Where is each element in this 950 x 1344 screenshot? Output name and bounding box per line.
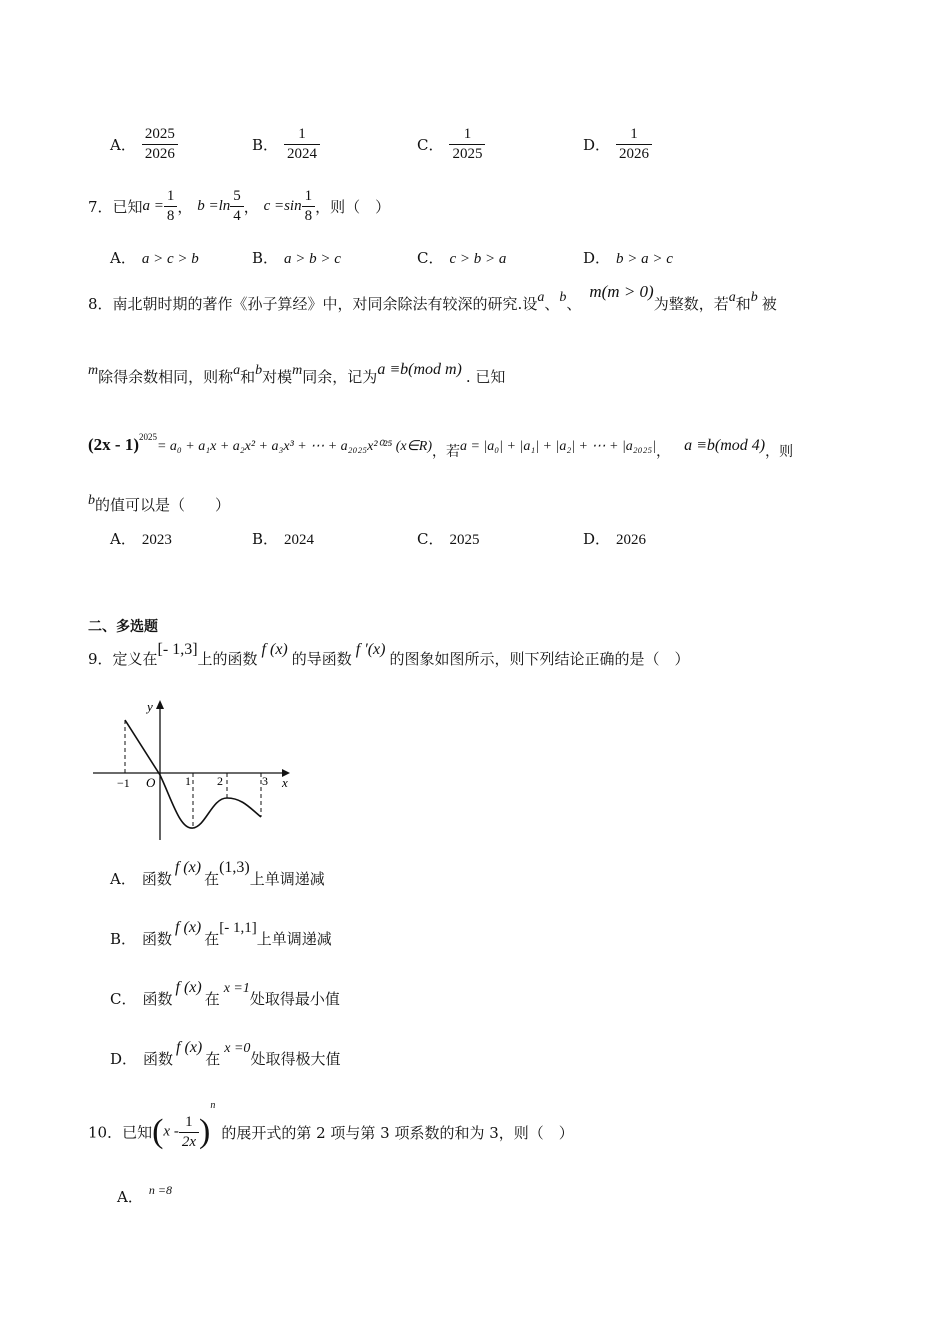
q7-option-a: A． a > c > b [110,249,199,267]
q8-option-c: C． 2025 [417,530,480,548]
tick-minus-1: −1 [117,776,130,790]
fraction: $\frac{1}{2024}$ [284,125,320,164]
q8-option-a: A． 2023 [110,530,172,548]
q6-option-a [110,125,178,164]
q8-line3: (2x - 1)$^{2025}$= a₀ + a₁x + a₂x² + a₃x³ + ⋯ + a₂₀₂₅x²⁰²⁵ (x∈R)，若a = |a₀| + |a₁| + |a₂| + ⋯ + |a₂₀₂₅|， a ≡b(mod 4)，则 [88,432,794,460]
fraction: $\frac{5}{4}$ [230,187,244,226]
q9-option-d: D． 函数f (x)在x =0处取得极大值 [110,1039,341,1068]
right-paren: ) [199,1113,211,1150]
y-axis-arrow [156,700,164,709]
section-title: 二、多选题 [88,619,158,635]
option-label: D． [583,136,611,154]
q9-option-a: A． 函数f (x)在(1,3)上单调递减 [110,859,325,888]
option-label: B． [252,136,279,154]
option-label: A． [110,136,136,154]
q6-option-d [583,125,652,164]
y-axis-label: y [147,699,153,714]
tick-1: 1 [185,774,191,788]
fraction: $\frac{1}{8}$ [164,187,178,226]
q6-option-c [417,125,485,164]
left-paren: ( [152,1113,164,1150]
q9-option-c: C． 函数f (x)在x =1处取得最小值 [110,979,340,1008]
q6-option-b [252,125,320,164]
q8-line2: m除得余数相同，则称a和b对模m同余，记为a ≡b(mod m) . 已知 [88,361,506,386]
q7-option-c: C． c > b > a [417,249,507,267]
q8-option-b: B． 2024 [252,530,315,548]
x-axis-label: x [282,775,288,790]
fraction: $\frac{1}{8}$ [302,187,316,226]
fraction: $\frac{1}{2x}$ [179,1113,199,1152]
q10-stem: 10．已知(x - $\frac{1}{2x}$ )$^n$的展开式的第 2 项与第 3 项系数的和为 3，则（ ） [88,1100,574,1150]
q9-stem: 9．定义在[- 1,3]上的函数f (x)的导函数f ′(x)的图象如图所示，则下列结论正确的是（ ） [88,641,690,668]
q10-option-a: A． $^{n =8}$ [117,1183,172,1206]
fraction: $\frac{2025}{2026}$ [142,125,178,164]
q7-option-b: B． a > b > c [252,249,341,267]
q8-line1: 8．南北朝时期的著作《孙子算经》中，对同余除法有较深的研究.设a、b、m(m > 0)为整数，若a和b 被 [88,282,777,313]
derivative-graph [90,695,300,845]
tick-3: 3 [262,774,268,788]
tick-2: 2 [217,774,223,788]
q7-stem: 7．已知a = $\frac{1}{8}$ ， b =ln $\frac{5}{4}$ ， c =sin $\frac{1}{8}$ ，则（ ） [88,188,391,224]
fraction: $\frac{1}{2025}$ [449,125,485,164]
q9-option-b: B． 函数f (x)在[- 1,1]上单调递减 [110,919,332,948]
q8-option-d: D． 2026 [583,530,647,548]
q7-option-d: D． b > a > c [583,249,673,267]
q8-line4: b的值可以是（ ） [88,493,231,514]
fraction: $\frac{1}{2026}$ [616,125,652,164]
origin-label: O [146,775,156,790]
option-label: C． [417,136,444,154]
